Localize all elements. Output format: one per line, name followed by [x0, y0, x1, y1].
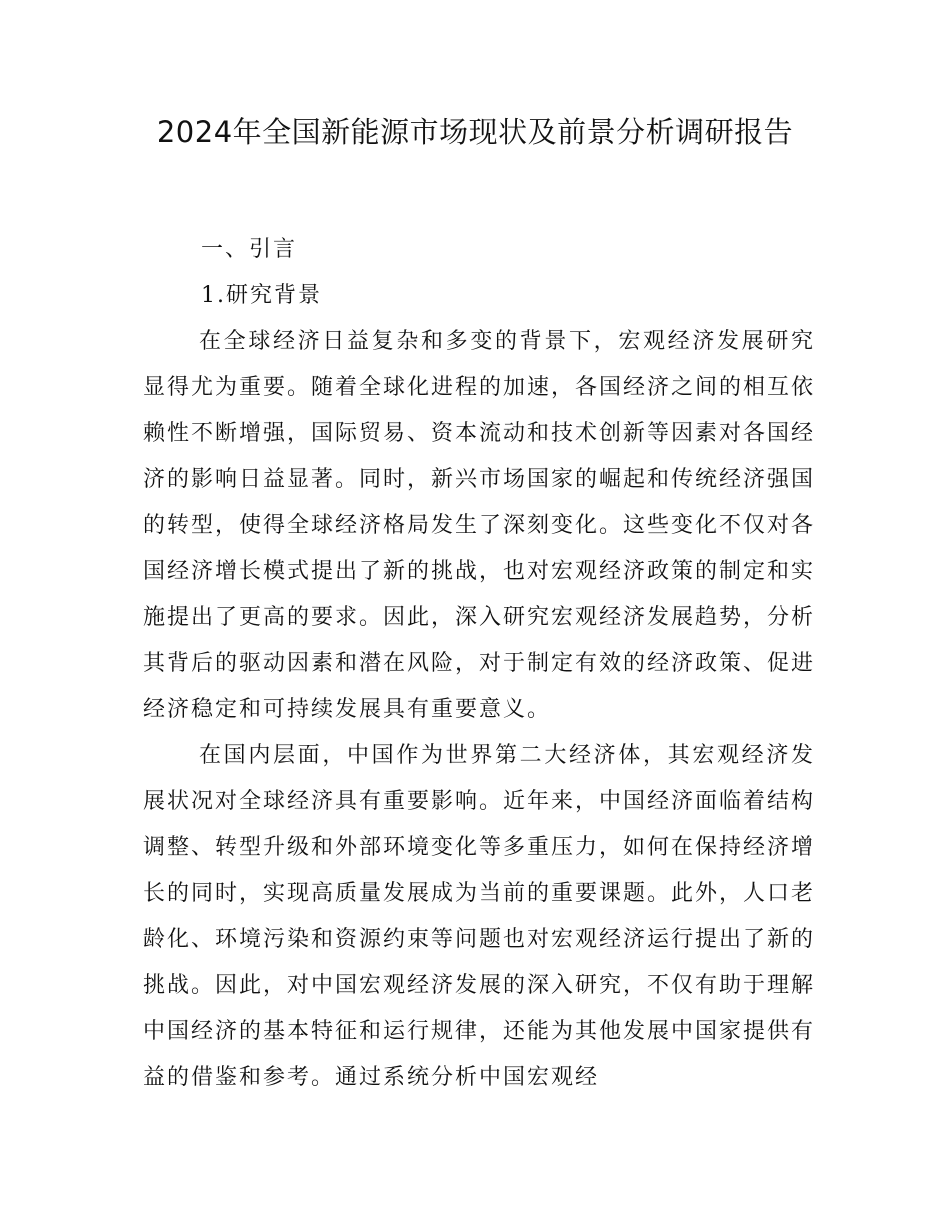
section-heading: 一、引言: [201, 237, 298, 262]
document-body: [143, 227, 815, 1101]
subsection-heading: 1.研究背景: [201, 283, 322, 308]
paragraph-2: 在国内层面，中国作为世界第二大经济体，其宏观经济发展状况对全球经济具有重要影响。近年来，中国经济面临着结构调整、转型升级和外部环境变化等多重压力，如何在保持经济增长的同时，实现高质量发展成为当前的重要课题。此外，人口老龄化、环境污染和资源约束等问题也对宏观经济运行提出了新的挑战。因此，对中国宏观经济发展的深入研究，不仅有助于理解中国经济的基本特征和运行规律，还能为其他发展中国家提供有益的借鉴和参考。通过系统分析中国宏观经: [143, 743, 816, 1090]
document-title: 2024年全国新能源市场现状及前景分析调研报告: [156, 115, 794, 149]
paragraph-1: 在全球经济日益复杂和多变的背景下，宏观经济发展研究显得尤为重要。随着全球化进程的加速，各国经济之间的相互依赖性不断增强，国际贸易、资本流动和技术创新等因素对各国经济的影响日益显著。同时，新兴市场国家的崛起和传统经济强国的转型，使得全球经济格局发生了深刻变化。这些变化不仅对各国经济增长模式提出了新的挑战，也对宏观经济政策的制定和实施提出了更高的要求。因此，深入研究宏观经济发展趋势，分析其背后的驱动因素和潜在风险，对于制定有效的经济政策、促进经济稳定和可持续发展具有重要意义。: [143, 329, 816, 722]
